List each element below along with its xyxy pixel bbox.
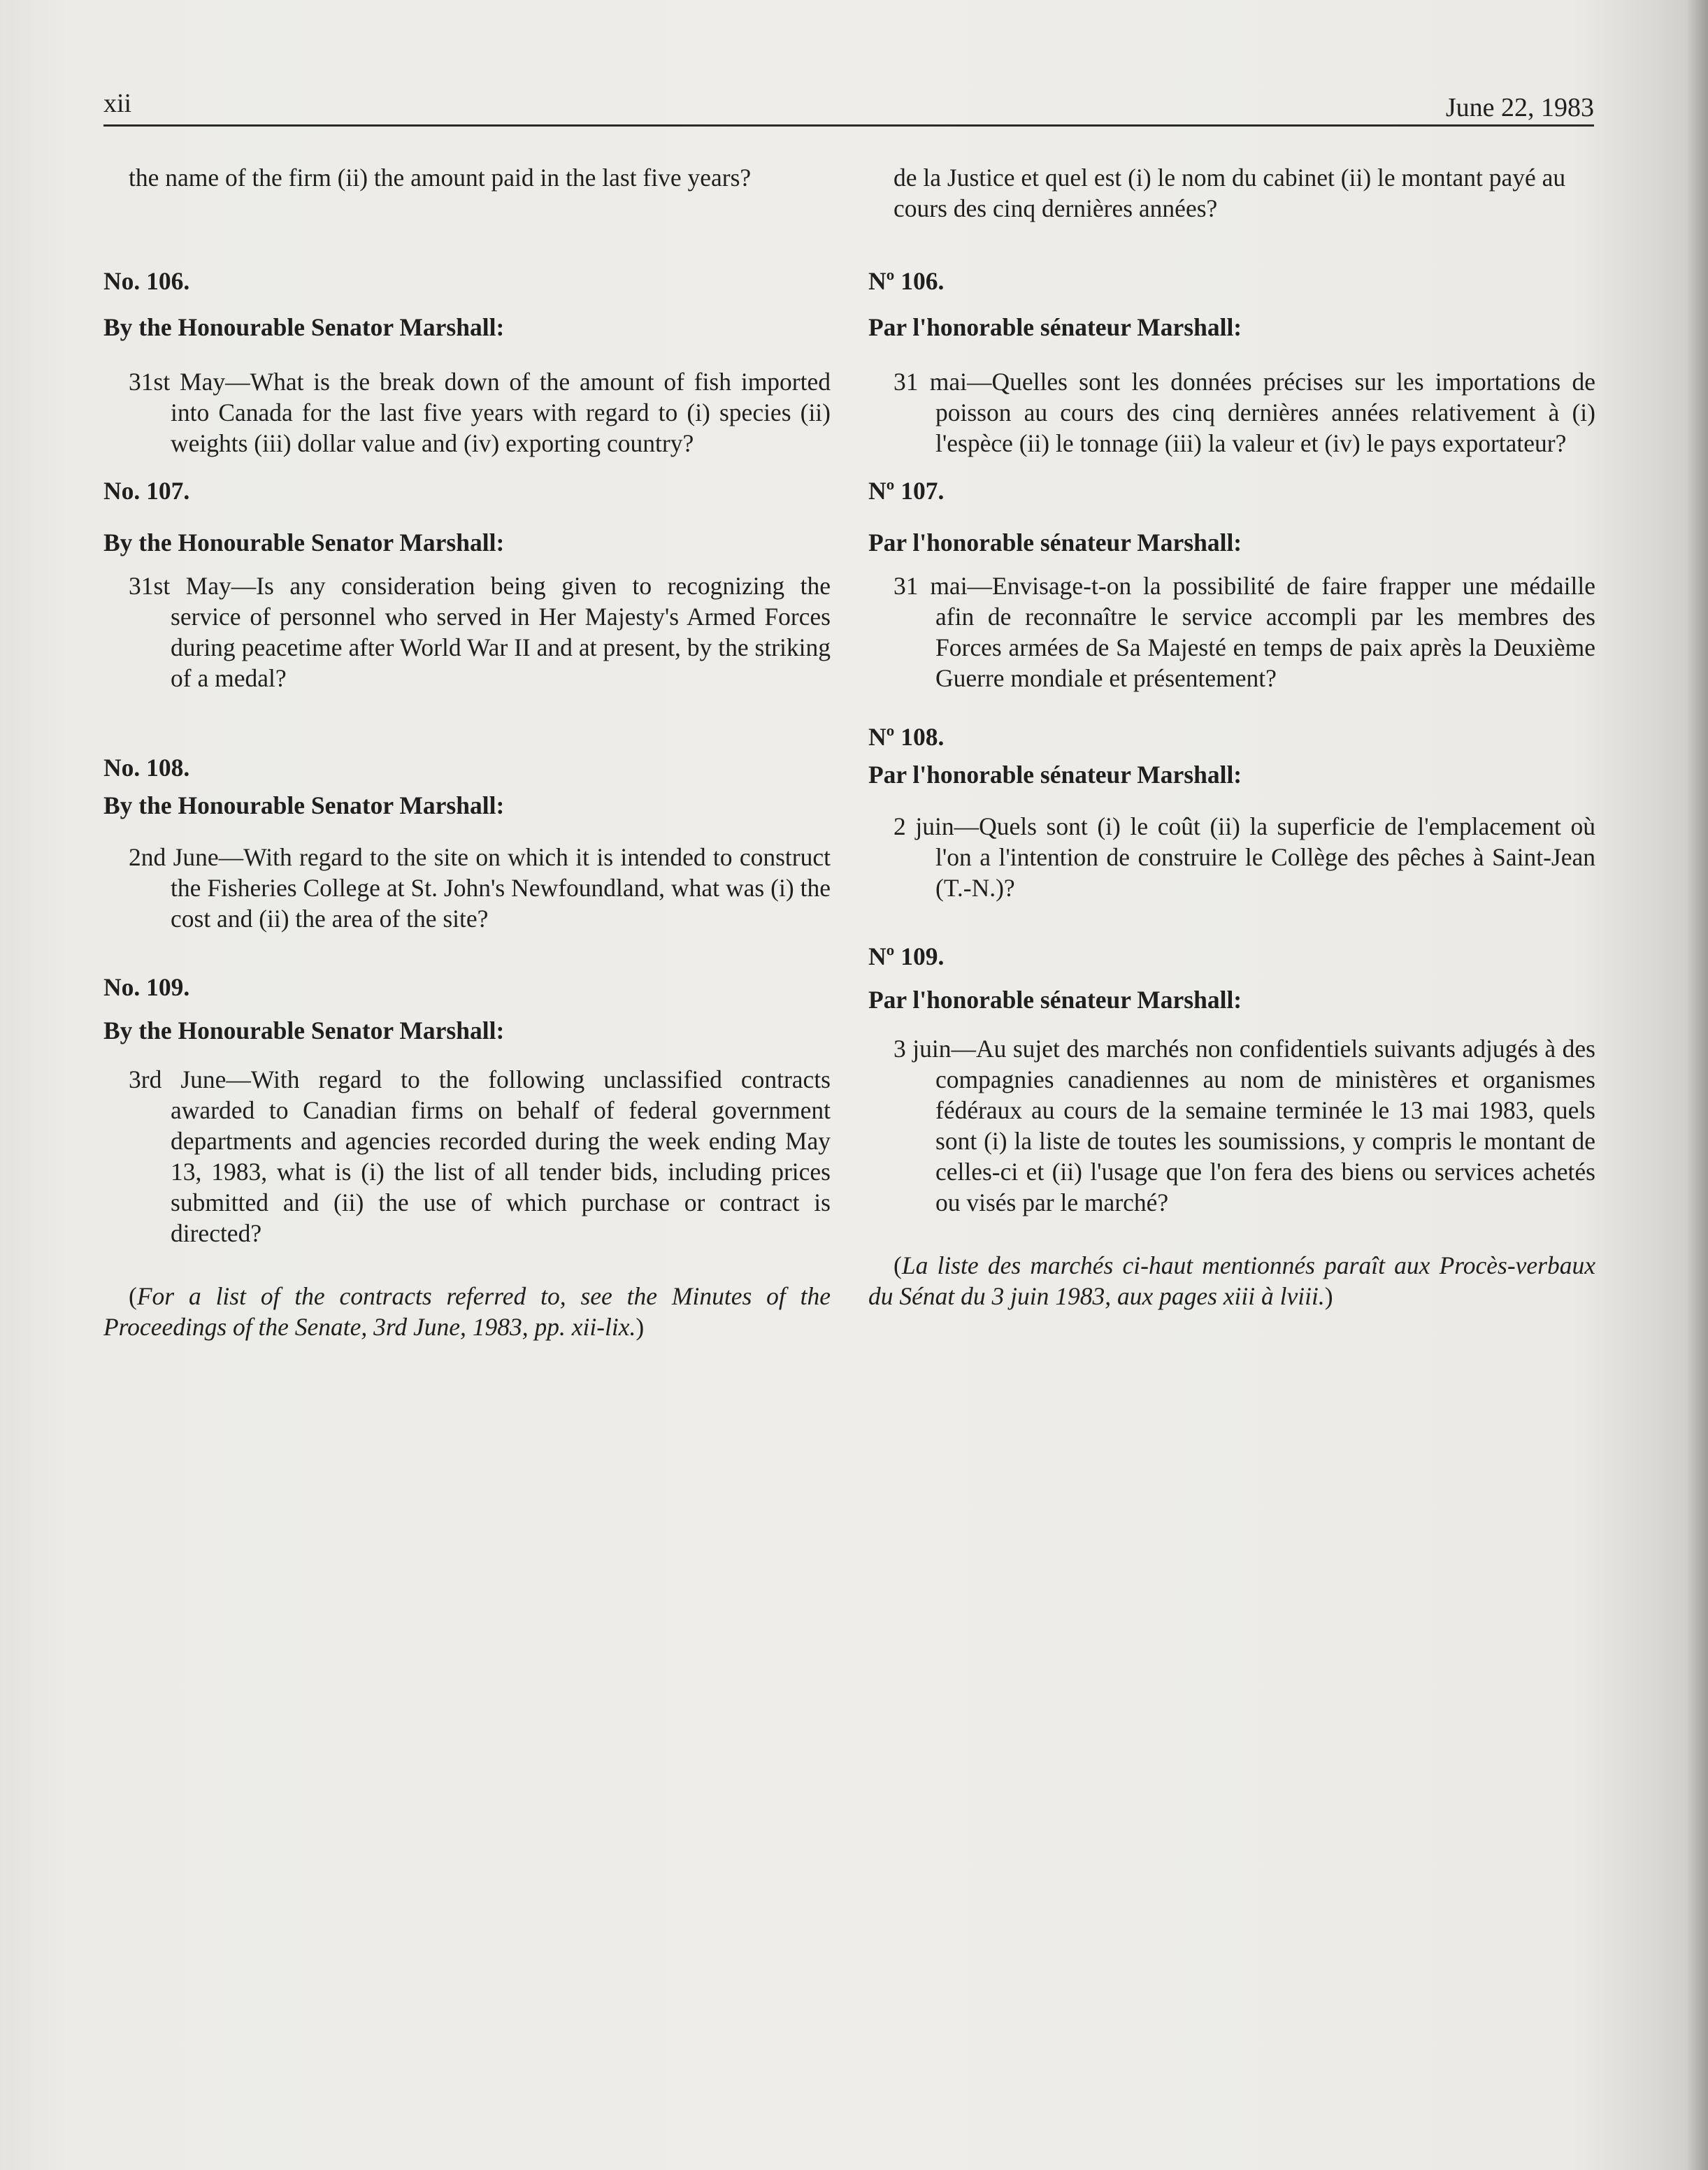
question-text: 31st May—Is any consideration being given to recognizing the service of personnel who served in Her Majesty's Armed Forces during peacetime after World War II and at present, by the striking of a medal? bbox=[129, 572, 831, 692]
question-number: No. 109. bbox=[103, 973, 190, 1001]
question-text: 31st May—What is the break down of the amount of fish imported into Canada for the last five years with regard to (i) species (ii) weights (iii) dollar value and (iv) exporting country? bbox=[129, 368, 831, 457]
french-column bbox=[868, 162, 1595, 1312]
question-author: By the Honourable Senator Marshall: bbox=[103, 791, 505, 819]
question-108 bbox=[103, 694, 831, 934]
english-column bbox=[103, 162, 831, 1342]
page-header bbox=[103, 88, 1594, 127]
question-text: 31 mai—Quelles sont les données précises sur les importations de poisson au cours des cinq dernières années relativement à (i) l'espèce (ii) le tonnage (iii) la valeur et (iv) le pays exportateur? bbox=[894, 368, 1595, 457]
question-number: No. 107. bbox=[103, 477, 190, 505]
question-author: By the Honourable Senator Marshall: bbox=[103, 1016, 505, 1044]
question-number: No. 108. bbox=[103, 754, 190, 782]
question-109 bbox=[103, 934, 831, 1249]
contracts-note: (For a list of the contracts referred to, see the Minutes of the Proceedings of the Senate, 3rd June, 1983, pp. xii-lix.) bbox=[103, 1282, 831, 1341]
question-text: 2nd June—With regard to the site on which it is intended to construct the Fisheries College at St. John's Newfoundland, what was (i) the cost and (ii) the area of the site? bbox=[129, 843, 831, 933]
question-106 bbox=[103, 249, 831, 459]
question-number: No. 106. bbox=[103, 267, 190, 295]
question-author: Par l'honorable sénateur Marshall: bbox=[868, 761, 1242, 789]
question-text: 3rd June—With regard to the following unclassified contracts awarded to Canadian firms on behalf of federal government departments and agencies recorded during the week ending May 13, 1983, what is (i) the list of all tender bids, including prices submitted and (ii) the use of which purchase or contract is directed? bbox=[129, 1065, 831, 1247]
question-106 bbox=[868, 249, 1595, 459]
question-author: Par l'honorable sénateur Marshall: bbox=[868, 986, 1242, 1014]
question-107 bbox=[103, 459, 831, 694]
header-date: June 22, 1983 bbox=[1445, 93, 1594, 122]
question-109 bbox=[868, 903, 1595, 1218]
question-107 bbox=[868, 459, 1595, 694]
question-author: By the Honourable Senator Marshall: bbox=[103, 313, 505, 341]
question-number: Nº 106. bbox=[868, 267, 945, 295]
question-author: Par l'honorable sénateur Marshall: bbox=[868, 529, 1242, 556]
question-number: Nº 108. bbox=[868, 723, 945, 751]
question-author: Par l'honorable sénateur Marshall: bbox=[868, 313, 1242, 341]
question-108 bbox=[868, 694, 1595, 903]
question-text: 2 juin—Quels sont (i) le coût (ii) la superficie de l'emplacement où l'on a l'intention de construire le Collège des pêches à Saint-Jean (T.-N.)? bbox=[894, 812, 1595, 902]
question-number: Nº 109. bbox=[868, 942, 945, 970]
question-number: Nº 107. bbox=[868, 477, 945, 505]
page-number: xii bbox=[103, 89, 132, 118]
question-author: By the Honourable Senator Marshall: bbox=[103, 529, 505, 556]
continued-text: de la Justice et quel est (i) le nom du cabinet (ii) le montant payé au cours des cinq dernières années? bbox=[894, 164, 1566, 222]
contracts-note: (La liste des marchés ci-haut mentionnés paraît aux Procès-verbaux du Sénat du 3 juin 1983, aux pages xiii à lviii.) bbox=[868, 1251, 1595, 1310]
question-text: 3 juin—Au sujet des marchés non confidentiels suivants adjugés à des compagnies canadiennes au nom de ministères et organismes fédéraux au cours de la semaine terminée le 13 mai 1983, quels sont (i) la liste de toutes les soumissions, y compris le montant de celles-ci et (ii) l'usage que l'on fera des biens ou services achetés ou visés par le marché? bbox=[894, 1035, 1595, 1216]
question-text: 31 mai—Envisage-t-on la possibilité de faire frapper une médaille afin de reconnaître le service accompli par les membres des Forces armées de Sa Majesté en temps de paix après la Deuxième Guerre mondiale et présentement? bbox=[894, 572, 1595, 692]
continued-text: the name of the firm (ii) the amount paid in the last five years? bbox=[129, 164, 752, 192]
page-edge-shadow bbox=[1687, 0, 1708, 2170]
